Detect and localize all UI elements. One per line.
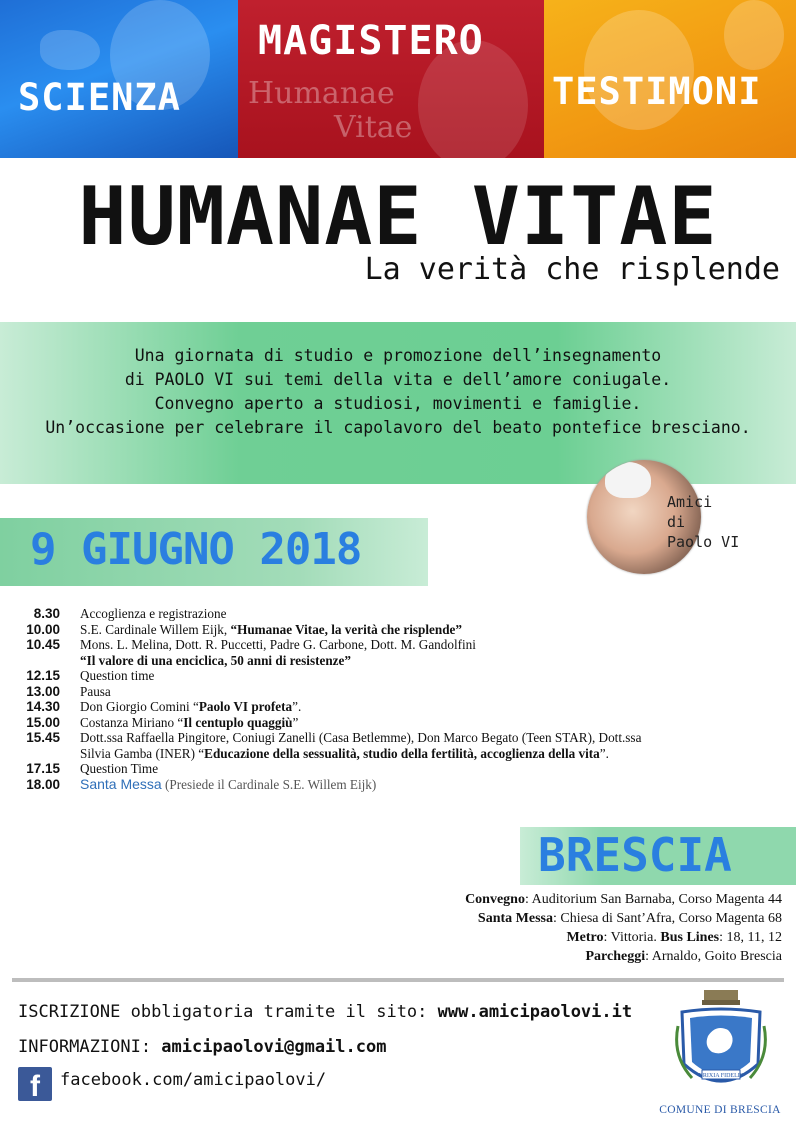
venue-value: : Arnaldo, Goito Brescia: [645, 949, 782, 964]
footer-divider: [12, 978, 784, 982]
venue-label: Metro: [566, 930, 604, 945]
schedule-row: [0, 622, 796, 638]
registration-text: obbligatoria tramite il sito:: [120, 1002, 438, 1022]
amici-logo-line: Amici: [667, 493, 713, 511]
schedule: [0, 606, 796, 792]
page-title: HUMANAE VITAE: [78, 170, 718, 263]
schedule-time: 18.00: [26, 776, 60, 792]
schedule-time: [0, 746, 80, 762]
amici-logo-line: Paolo VI: [667, 533, 740, 551]
schedule-talk-title: Paolo VI profeta: [198, 699, 293, 714]
schedule-text: Accoglienza e registrazione: [80, 606, 227, 621]
schedule-row: [0, 730, 796, 746]
schedule-talk-title: Educazione della sessualità, studio della fertilità, accoglienza della vita: [204, 745, 600, 761]
venue-value: : Vittoria.: [603, 930, 661, 945]
venue-label: Convegno: [465, 892, 525, 907]
banner-panel-testimoni: [544, 0, 796, 158]
schedule-text: ”.: [292, 699, 302, 714]
schedule-text: Costanza Miriano “: [80, 714, 184, 730]
schedule-text: Question Time: [80, 761, 159, 776]
schedule-row: [0, 699, 796, 715]
comune-crest-icon: [672, 986, 770, 1104]
schedule-row: [0, 684, 796, 700]
venue-line: [465, 890, 782, 909]
schedule-time: 14.30: [26, 699, 60, 714]
schedule-row: [0, 746, 796, 762]
schedule-time: 10.00: [26, 621, 60, 637]
schedule-text: Dott.ssa Raffaella Pingitore, Coniugi Zanelli (Casa Betlemme), Don Marco Begato (Teen STAR), Dott.ssa: [80, 730, 642, 745]
venue-value: : Auditorium San Barnaba, Corso Magenta 44: [524, 892, 782, 907]
venue-label: Santa Messa: [477, 911, 553, 926]
schedule-row: [0, 606, 796, 622]
hand-silhouette: [724, 0, 784, 70]
facebook-icon[interactable]: f: [18, 1067, 52, 1101]
schedule-text: Question time: [80, 668, 155, 683]
schedule-time: 12.15: [26, 668, 60, 683]
amici-logo-text: [667, 492, 739, 552]
banner-word-testimoni: TESTIMONI: [552, 70, 762, 113]
event-date: 9 GIUGNO 2018: [30, 524, 362, 575]
schedule-row: [0, 668, 796, 684]
schedule-time: 15.00: [26, 714, 60, 730]
schedule-talk-title: Il centuplo quaggiù: [183, 714, 293, 730]
venue-line: [465, 947, 782, 966]
registration-line: [18, 1002, 632, 1022]
website-link[interactable]: www.amicipaolovi.it: [437, 1002, 633, 1022]
schedule-text: ”: [292, 714, 299, 730]
schedule-text: S.E. Cardinale Willem Eijk,: [80, 621, 231, 637]
venue-value: : Chiesa di Sant’Afra, Corso Magenta 68: [552, 911, 782, 926]
schedule-text: ”.: [599, 745, 609, 761]
banner-panel-scienza: [0, 0, 238, 158]
schedule-row: [0, 777, 796, 793]
venue-line: [465, 909, 782, 928]
banner-word-magistero: MAGISTERO: [258, 18, 484, 64]
page-subtitle: La verità che risplende: [364, 252, 780, 287]
venue-line: [465, 928, 782, 947]
banner-ghost-humanae: Humanae: [248, 76, 395, 111]
info-line: [18, 1037, 386, 1057]
intro-line: di PAOLO VI sui temi della vita e dell’amore coniugale.: [124, 370, 672, 389]
intro-line: Un’occasione per celebrare il capolavoro del beato pontefice bresciano.: [45, 418, 751, 437]
banner-panel-magistero: [238, 0, 544, 158]
venue-value: : 18, 11, 12: [719, 930, 782, 945]
venue-label: Parcheggi: [585, 949, 646, 964]
city-name: BRESCIA: [538, 828, 732, 882]
schedule-time: 8.30: [33, 606, 60, 621]
intro-line: Convegno aperto a studiosi, movimenti e famiglie.: [154, 394, 642, 413]
intro-text: [0, 344, 796, 440]
schedule-row: [0, 653, 796, 669]
amici-logo-line: di: [667, 513, 686, 531]
venue-info: [465, 890, 782, 966]
santa-messa-note: (Presiede il Cardinale S.E. Willem Eijk): [161, 776, 377, 792]
email-link[interactable]: amicipaolovi@gmail.com: [161, 1037, 387, 1057]
hand-silhouette: [40, 30, 100, 70]
facebook-link[interactable]: facebook.com/amicipaolovi/: [60, 1070, 327, 1090]
santa-messa-label: Santa Messa: [80, 775, 162, 792]
schedule-time: [0, 653, 80, 669]
schedule-time: 15.45: [26, 730, 60, 745]
schedule-talk-title: “Humanae Vitae, la verità che risplende”: [230, 621, 462, 637]
schedule-row: [0, 715, 796, 731]
crest-motto: BRIXIA FIDELIS: [698, 1073, 744, 1079]
schedule-text: Mons. L. Melina, Dott. R. Puccetti, Padre G. Carbone, Dott. M. Gandolfini: [80, 637, 476, 652]
schedule-time: 10.45: [26, 637, 60, 652]
zucchetto-shape: [605, 462, 651, 498]
banner-word-scienza: SCIENZA: [18, 76, 181, 119]
schedule-text: Pausa: [80, 683, 111, 699]
comune-label: COMUNE DI BRESCIA: [659, 1104, 781, 1116]
schedule-talk-title: “Il valore di una enciclica, 50 anni di resistenze”: [80, 652, 351, 668]
venue-label: Bus Lines: [660, 930, 720, 945]
registration-label: ISCRIZIONE: [18, 1002, 121, 1022]
banner-ghost-vitae: Vitae: [334, 110, 413, 145]
schedule-time: 13.00: [26, 683, 60, 699]
schedule-row: [0, 637, 796, 653]
info-label: INFORMAZIONI:: [18, 1037, 162, 1057]
schedule-text: Silvia Gamba (INER) “: [80, 745, 205, 761]
intro-line: Una giornata di studio e promozione dell’insegnamento: [134, 346, 662, 365]
schedule-time: 17.15: [26, 761, 60, 776]
schedule-row: [0, 761, 796, 777]
schedule-text: Don Giorgio Comini “: [80, 699, 199, 714]
